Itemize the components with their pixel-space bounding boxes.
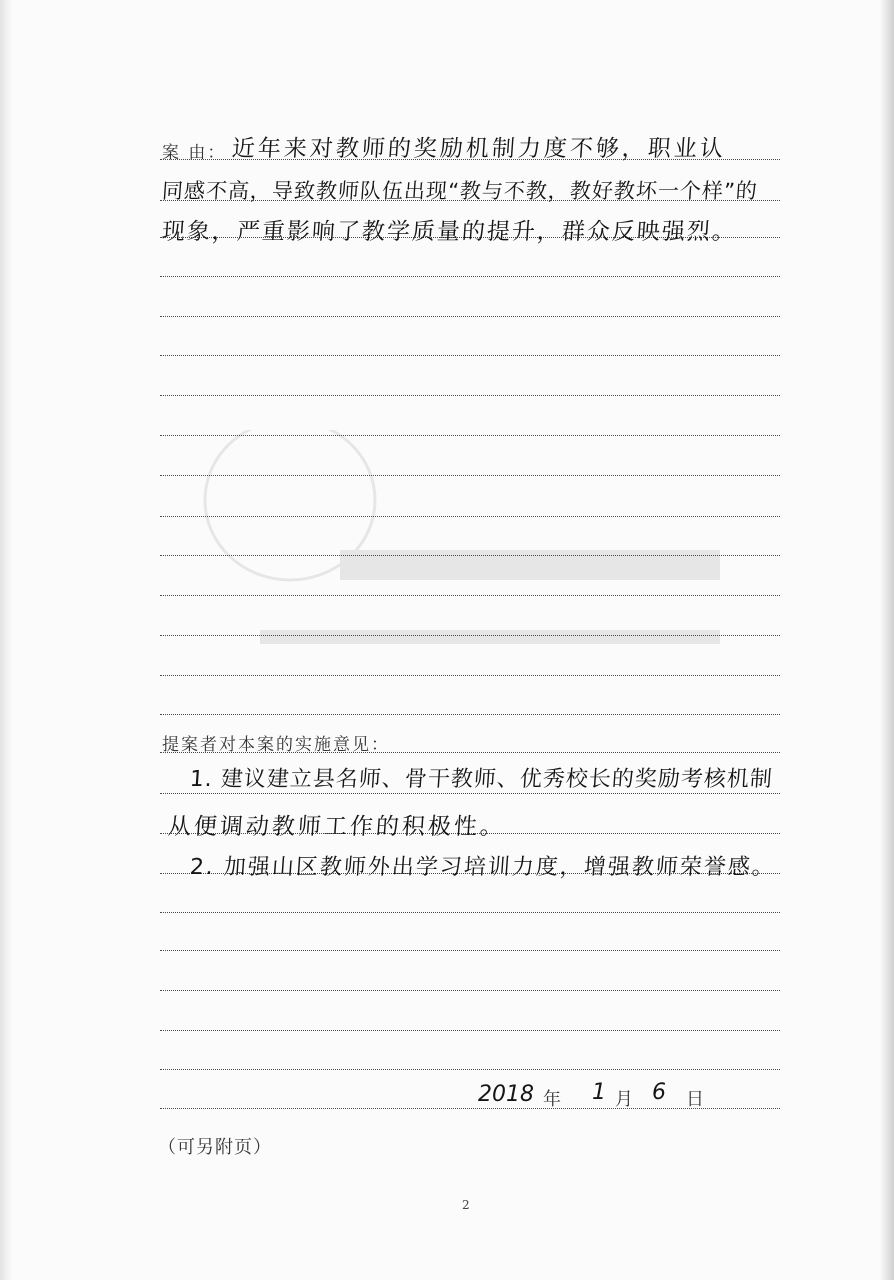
opinion-line-1: 1. 建议建立县名师、骨干教师、优秀校长的奖励考核机制 — [188, 767, 774, 792]
attachment-note: （可另附页） — [158, 1137, 272, 1158]
ruled-line — [160, 516, 780, 517]
scan-edge-right — [880, 0, 894, 1280]
page-number: 2 — [462, 1198, 470, 1212]
ruled-line — [160, 276, 780, 277]
date-year: 2018 — [478, 1082, 534, 1107]
date-day: 6 — [652, 1080, 666, 1105]
ruled-line — [160, 395, 780, 396]
reason-line-3: 现象，严重影响了教学质量的提升，群众反映强烈。 — [160, 219, 738, 245]
ruled-line — [160, 595, 780, 596]
ruled-line — [160, 435, 780, 436]
date-month: 1 — [592, 1080, 606, 1105]
ruled-line — [160, 793, 780, 794]
ruled-line — [160, 635, 780, 636]
opinion-label: 提案者对本案的实施意见： — [162, 735, 390, 755]
ruled-line — [160, 1030, 780, 1031]
reason-label: 案 由： — [162, 143, 227, 163]
ruled-line — [160, 1069, 780, 1070]
reason-line-1: 近年来对教师的奖励机制力度不够，职业认 — [230, 136, 727, 162]
date-month-unit: 月 — [615, 1089, 633, 1110]
ruled-line — [160, 475, 780, 476]
ruled-line — [160, 990, 780, 991]
opinion-line-3: 2. 加强山区教师外出学习培训力度，增强教师荣誉感。 — [188, 855, 777, 880]
ruled-line — [160, 950, 780, 951]
date-year-unit: 年 — [543, 1089, 561, 1110]
ruled-line — [160, 555, 780, 556]
ruled-line — [160, 355, 780, 356]
ruled-line — [160, 714, 780, 715]
ruled-line — [160, 675, 780, 676]
opinion-line-2: 从便调动教师工作的积极性。 — [166, 814, 507, 840]
ruled-line — [160, 912, 780, 913]
ruled-line — [160, 316, 780, 317]
reason-line-2: 同感不高，导致教师队伍出现“教与不教，教好教坏一个样”的 — [161, 179, 759, 203]
date-day-unit: 日 — [686, 1089, 704, 1110]
scan-edge-left — [0, 0, 12, 1280]
